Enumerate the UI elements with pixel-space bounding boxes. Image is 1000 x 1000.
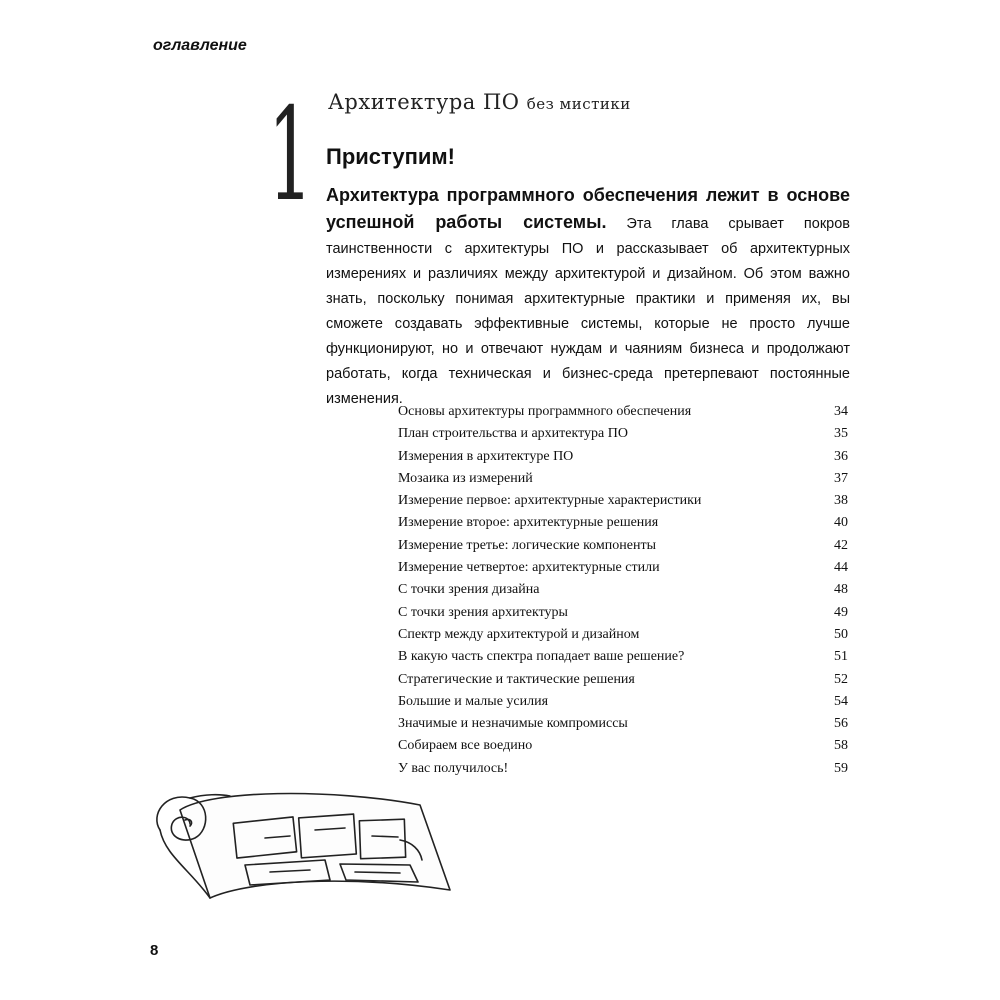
toc-entry[interactable] <box>398 515 848 537</box>
toc-entry-title: Измерение второе: архитектурные решения <box>398 515 659 531</box>
intro-lead: Архитектура программного обеспечения лежит в основе успешной работы системы. <box>326 185 850 232</box>
toc-entry-page: 48 <box>834 582 848 598</box>
page-number: 8 <box>150 942 159 959</box>
toc-entry-page: 58 <box>834 738 848 754</box>
toc-entry-page: 38 <box>834 493 848 509</box>
toc-entry[interactable] <box>398 716 848 738</box>
toc-entry-title: Измерение первое: архитектурные характеристики <box>398 493 702 509</box>
toc-entry-page: 52 <box>834 671 848 687</box>
toc-entry[interactable] <box>398 605 848 627</box>
toc-entry[interactable] <box>398 649 848 671</box>
toc-entry-title: Измерения в архитектуре ПО <box>398 448 574 464</box>
toc-entry[interactable] <box>398 672 848 694</box>
toc-entry[interactable] <box>398 560 848 582</box>
toc-entry-title: Спектр между архитектурой и дизайном <box>398 626 640 642</box>
toc-entry-title: У вас получилось! <box>398 760 509 776</box>
chapter-title-small: без мистики <box>526 95 631 113</box>
toc-entry[interactable] <box>398 582 848 604</box>
intro-body: Эта глава срывает покров таинственности с архитектуры ПО и рассказывает об архитектурных измерениях и различиях между архитектурой и дизайном. Об этом важно знать, поскольку понимая архитектурные практики и применяя их, вы сможете создавать эффективные системы, которые не просто лучше функционируют, но и отвечают нуждам и чаяниям бизнеса и продолжают работать, когда техническая и бизнес-среда претерпевают постоянные изменения. <box>326 216 850 407</box>
blueprint-scroll-icon <box>150 780 470 935</box>
toc-entry-title: Стратегические и тактические решения <box>398 671 635 687</box>
intro-paragraph <box>326 183 850 412</box>
toc-entry-title: Основы архитектуры программного обеспечения <box>398 404 692 419</box>
toc-entry[interactable] <box>398 471 848 493</box>
toc-entry-page: 35 <box>834 426 848 442</box>
chapter-title-main: Архитектура ПО <box>328 90 520 114</box>
toc-entry-page: 54 <box>834 693 848 709</box>
toc-entry-title: Измерение четвертое: архитектурные стили <box>398 560 660 576</box>
toc-entry-page: 34 <box>834 404 848 419</box>
toc-entry[interactable] <box>398 738 848 760</box>
toc-entry-title: С точки зрения дизайна <box>398 582 540 598</box>
toc-entry-page: 42 <box>834 537 848 553</box>
toc-entry-page: 56 <box>834 716 848 732</box>
running-header: оглавление <box>153 37 247 54</box>
toc-entry-title: Большие и малые усилия <box>398 693 549 709</box>
toc-entry[interactable] <box>398 627 848 649</box>
toc-entry-title: План строительства и архитектура ПО <box>398 426 628 442</box>
toc-entry-title: Измерение третье: логические компоненты <box>398 537 656 553</box>
section-heading: Приступим! <box>326 144 455 169</box>
toc-entry[interactable] <box>398 426 848 448</box>
toc-entry-page: 51 <box>834 649 848 665</box>
toc-entry-page: 59 <box>834 760 848 776</box>
toc-entry-page: 37 <box>834 470 848 486</box>
toc-entry-page: 50 <box>834 626 848 642</box>
toc-entry-title: В какую часть спектра попадает ваше решение? <box>398 649 685 665</box>
toc-entry-title: Собираем все воедино <box>398 738 533 754</box>
chapter-title <box>328 90 631 114</box>
toc-entry-page: 44 <box>834 560 848 576</box>
table-of-contents <box>398 404 848 783</box>
toc-entry[interactable] <box>398 404 848 426</box>
toc-entry-page: 36 <box>834 448 848 464</box>
toc-entry[interactable] <box>398 449 848 471</box>
toc-entry[interactable] <box>398 694 848 716</box>
toc-entry-title: Значимые и незначимые компромиссы <box>398 716 628 732</box>
toc-entry[interactable] <box>398 538 848 560</box>
chapter-number: 1 <box>268 81 313 230</box>
toc-entry-page: 40 <box>834 515 848 531</box>
toc-entry-title: Мозаика из измерений <box>398 470 533 486</box>
toc-entry[interactable] <box>398 493 848 515</box>
toc-entry-page: 49 <box>834 604 848 620</box>
toc-entry-title: С точки зрения архитектуры <box>398 604 568 620</box>
